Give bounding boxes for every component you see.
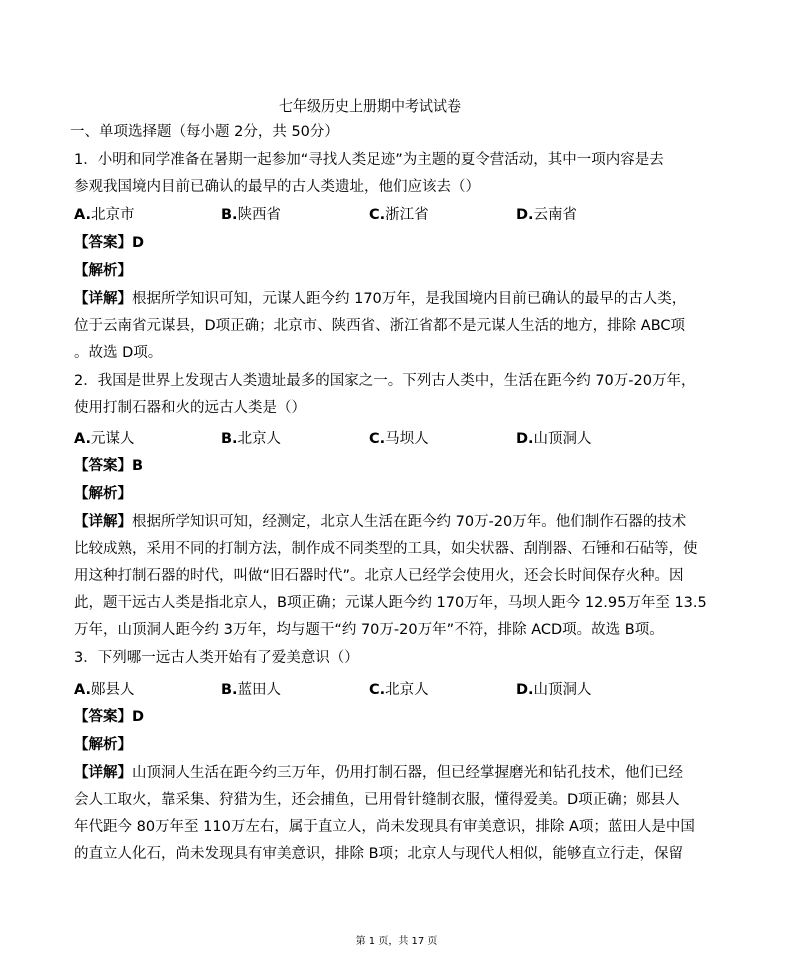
q3-detail-line-3: 年代距今 80万年至 110万左右，属于直立人，尚未发现具有审美意识，排除 A项；蓝田人是中国: [74, 819, 695, 835]
q3-stem-line-1: 3．下列哪一远古人类开始有了爱美意识（）: [74, 650, 359, 666]
q1-option-a: A.北京市: [74, 207, 135, 223]
q2-option-a: A.元谋人: [74, 431, 135, 447]
q2-detail-line-5: 万年，山顶洞人距今约 3万年，均与题干“约 70万-20万年”不符，排除 ACD项。故选 B项。: [74, 622, 664, 638]
q2-detail-line-3: 用这种打制石器的时代，叫做“旧石器时代”。北京人已经学会使用火，还会长时间保存火种。因: [74, 568, 684, 584]
q2-option-c: C.马坝人: [369, 431, 429, 447]
q1-option-b: B.陕西省: [221, 207, 282, 223]
q2-option-d: D.山顶洞人: [516, 431, 592, 447]
q3-detail-line-2: 会人工取火，靠采集、狩猎为生，还会捕鱼，已用骨针缝制衣服，懂得爱美。D项正确；郧县人: [74, 792, 680, 808]
q2-stem-line-2: 使用打制石器和火的远古人类是（）: [74, 400, 306, 416]
q1-analysis-label: 【解析】: [74, 263, 132, 279]
q1-option-d: D.云南省: [516, 207, 578, 223]
q1-option-c: C.浙江省: [369, 207, 429, 223]
q3-answer: 【答案】D: [74, 709, 145, 725]
page-title: 七年级历史上册期中考试试卷: [279, 97, 462, 115]
q2-answer: 【答案】B: [74, 458, 144, 474]
q2-detail-line-2: 比较成熟，采用不同的打制方法，制作成不同类型的工具，如尖状器、刮削器、石锤和石砧等，使: [74, 541, 698, 557]
q2-option-b: B.北京人: [221, 431, 282, 447]
q2-stem-line-1: 2．我国是世界上发现古人类遗址最多的国家之一。下列古人类中，生活在距今约 70万-20万年，: [74, 373, 696, 389]
q3-detail-line-4: 的直立人化石，尚未发现具有审美意识，排除 B项；北京人与现代人相似，能够直立行走，保留: [74, 846, 684, 862]
q3-option-c: C.北京人: [369, 682, 429, 698]
q2-detail-line-1: 【详解】根据所学知识可知，经测定，北京人生活在距今约 70万-20万年。他们制作石器的技术: [74, 514, 687, 530]
q1-stem-line-2: 参观我国境内目前已确认的最早的古人类遗址，他们应该去（）: [74, 179, 480, 195]
q1-detail-line-3: 。故选 D项。: [74, 345, 163, 361]
q1-detail-line-1: 【详解】根据所学知识可知，元谋人距今约 170万年，是我国境内目前已确认的最早的古人类，: [74, 291, 687, 307]
page-footer: 第 1 页，共 17 页: [355, 936, 438, 947]
q1-detail-line-2: 位于云南省元谋县，D项正确；北京市、陕西省、浙江省都不是元谋人生活的地方，排除 ABC项: [74, 318, 686, 334]
q3-option-b: B.蓝田人: [221, 682, 282, 698]
q1-answer: 【答案】D: [74, 235, 145, 251]
q3-analysis-label: 【解析】: [74, 737, 132, 753]
q3-detail-line-1: 【详解】山顶洞人生活在距今约三万年，仍用打制石器，但已经掌握磨光和钻孔技术，他们已经: [74, 765, 683, 781]
q2-detail-line-4: 此，题干远古人类是指北京人，B项正确；元谋人距今约 170万年，马坝人距今 12.95万年至 13.5: [74, 595, 707, 611]
q3-option-d: D.山顶洞人: [516, 682, 592, 698]
q1-stem-line-1: 1．小明和同学准备在暑期一起参加“寻找人类足迹”为主题的夏令营活动，其中一项内容是去: [74, 152, 664, 168]
q2-analysis-label: 【解析】: [74, 486, 132, 502]
section-heading: 一、单项选择题（每小题 2分，共 50分）: [70, 124, 339, 140]
q3-option-a: A.郧县人: [74, 682, 135, 698]
